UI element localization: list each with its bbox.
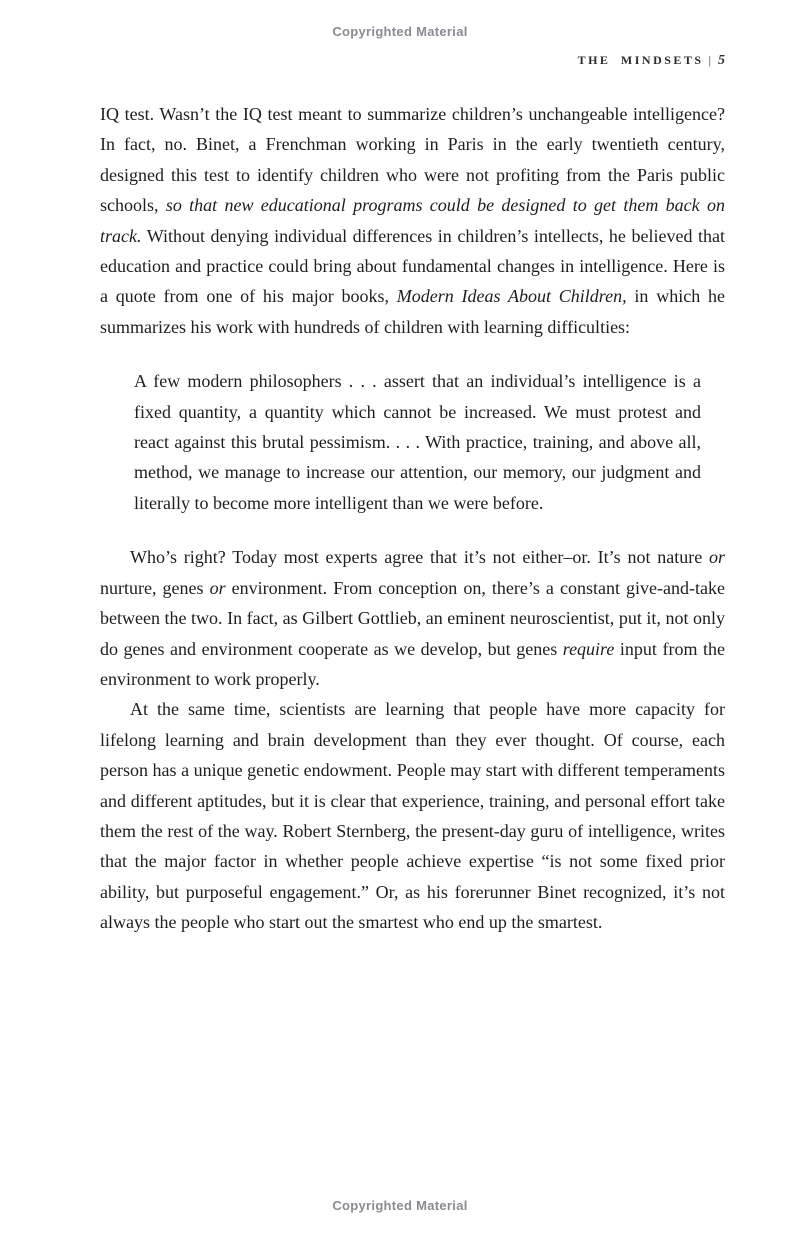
copyright-notice-bottom: Copyrighted Material <box>332 1198 468 1213</box>
paragraph-lifelong-learning: At the same time, scientists are learning that people have more capacity for lifelong learning and brain development than they ever thought. Of course, each person has a unique genetic endowment. People may start with different temperaments and different aptitudes, but it is clear that experience, training, and personal effort take them the rest of the way. Robert Sternberg, the present-day guru of intelligence, writes that the major factor in whether people achieve expertise “is not some fixed prior ability, but purposeful engagement.” Or, as his forerunner Binet recognized, it’s not always the people who start out the smartest who end up the smartest. <box>100 699 725 933</box>
paragraph-nature-nurture: Who’s right? Today most experts agree that it’s not either–or. It’s not nature or nurture, genes or environment. From conception on, there’s a constant give-and-take between the two. In fact, as Gilbert Gottlieb, an eminent neuroscientist, put it, not only do genes and environment cooperate as we develop, but genes require input from the environment to work properly. <box>100 547 725 689</box>
copyright-notice-top: Copyrighted Material <box>332 24 468 39</box>
paragraph-binet: IQ test. Wasn’t the IQ test meant to summarize children’s unchangeable intelligence? In fact, no. Binet, a Frenchman working in Paris in the early twentieth century, designed this test to identify children who were not profiting from the Paris public schools, so that new educational programs could be designed to get them back on track. Without denying individual differences in children’s intellects, he believed that education and practice could bring about fundamental changes in intelligence. Here is a quote from one of his major books, Modern Ideas About Children, in which he summarizes his work with hundreds of children with learning difficulties: <box>100 104 725 337</box>
chapter-title: THE MINDSETS <box>577 53 704 67</box>
header-separator: | <box>708 53 711 67</box>
binet-quote-extract: A few modern philosophers . . . assert that an individual’s intelligence is a fixed quantity, a quantity which cannot be increased. We must protest and react against this brutal pessimism. . . . With practice, training, and above all, method, we manage to increase our attention, our memory, our judgment and literally to become more intelligent than we were before. <box>134 371 701 513</box>
page-body <box>100 99 725 938</box>
running-header <box>100 53 725 69</box>
page-number: 5 <box>718 53 725 68</box>
